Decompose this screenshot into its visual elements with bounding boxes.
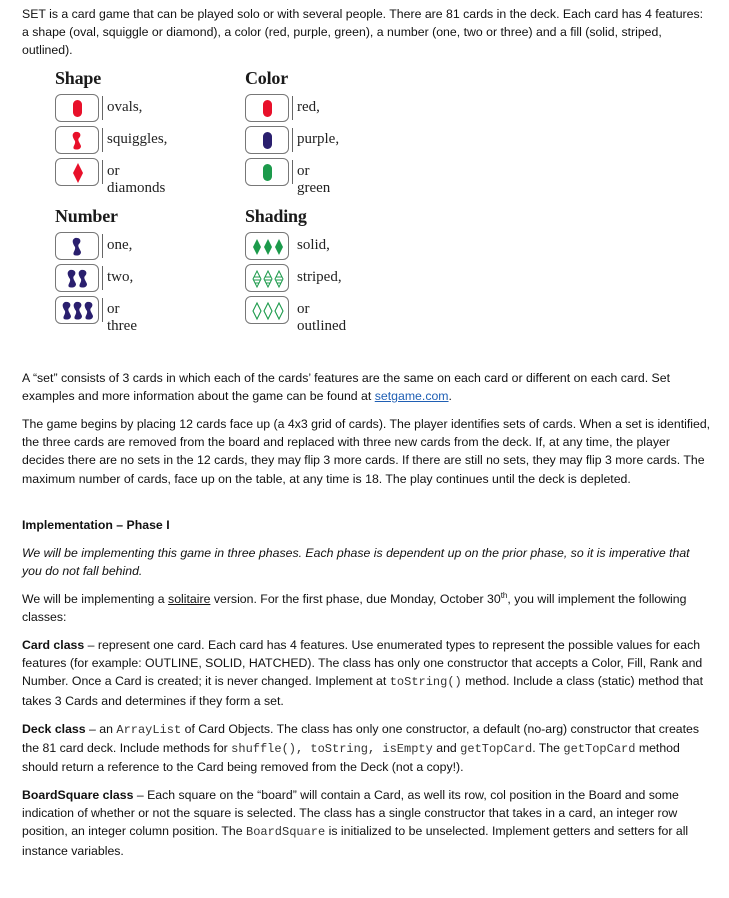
- features-legend-figure: [55, 68, 385, 334]
- legend-row-outlined: or outlined: [245, 296, 307, 328]
- two-squiggles-card-icon: [55, 264, 99, 292]
- intro-paragraph: SET is a card game that can be played solo or with several people. There are 81 cards in the deck. Each card has 4 features: a shape (oval, squiggle or diamond), a color (red, purple, green), a number (one, two or three) and a fill (solid, striped, outlined).: [22, 7, 704, 58]
- phases-note-paragraph: We will be implementing this game in three phases. Each phase is dependent up on the prior phase, so it is imperative that you do not fall behind.: [22, 546, 690, 579]
- boardsquare-class-title: BoardSquare class: [22, 788, 134, 802]
- legend-row-green: or green: [245, 158, 288, 190]
- three-squiggles-card-icon: [55, 296, 99, 324]
- legend-row-purple: purple,: [245, 126, 288, 158]
- diamond-red-card-icon: [55, 158, 99, 186]
- set-definition-paragraph: A “set” consists of 3 cards in which each of the cards’ features are the same on each card or different on each card. Set examples and more information about the game can be found at setgame.com.: [22, 371, 670, 404]
- oval-red-card-icon: [55, 94, 99, 122]
- outlined-diamonds-card-icon: [245, 296, 289, 324]
- deck-class-paragraph: Deck class – an ArrayList of Card Objects. The class has only one constructor, a default (no-arg) constructor that creates the 81 card deck. Include methods for shuffle(), toString, isEmpty and getTopCard. The getTopCard method should return a reference to the Card being removed from the Deck (not a copy!).: [22, 722, 700, 775]
- solitaire-paragraph: We will be implementing a solitaire version. For the first phase, due Monday, October 30th, you will implement the following classes:: [22, 590, 687, 625]
- legend-row-one: one,: [55, 232, 118, 264]
- legend-row-red: red,: [245, 94, 288, 126]
- legend-row-three: or three: [55, 296, 118, 328]
- deck-class-title: Deck class: [22, 722, 86, 736]
- shape-legend: [55, 68, 168, 196]
- gameplay-paragraph: The game begins by placing 12 cards face up (a 4x3 grid of cards). The player identifies sets of cards. When a set is identified, the three cards are removed from the board and replaced with three new cards from the deck. If, at any time, the player decides there are no sets in the 12 cards, they may flip 3 more cards. If there are still no sets, they may flip 3 more cards. The maximum number of cards, face up on the table, at any time is 18. The play continues until the deck is depleted.: [22, 417, 711, 486]
- oval-green-card-icon: [245, 158, 289, 186]
- setgame-link[interactable]: setgame.com: [374, 389, 449, 404]
- boardsquare-class-paragraph: BoardSquare class – Each square on the “board” will contain a Card, as well its row, col position in the Board and some indication of whether or not the square is selected. The class has a single constructor that takes in a card, an integer row position, an integer column position. The BoardSquare is initialized to be unselected. Implement getters and setters for all instance variables.: [22, 788, 689, 858]
- implementation-heading: Implementation – Phase I: [22, 518, 170, 532]
- card-class-title: Card class: [22, 638, 85, 652]
- number-legend: [55, 206, 137, 334]
- legend-row-solid: solid,: [245, 232, 307, 264]
- color-legend: [245, 68, 340, 196]
- one-squiggle-card-icon: [55, 232, 99, 260]
- shape-title: Shape: [55, 68, 102, 88]
- squiggle-red-card-icon: [55, 126, 99, 154]
- shading-legend: [245, 206, 347, 334]
- card-class-paragraph: Card class – represent one card. Each card has 4 features. Use enumerated types to represent the possible values for each features (for example: OUTLINE, SOLID, HATCHED). The class has only one constructor that accepts a Color, Fill, Rank and Number. Once a Card is created; it is never changed. Implement at toString() method. Include a class (static) method that takes 3 Cards and determines if they form a set.: [22, 638, 704, 708]
- legend-row-ovals: ovals,: [55, 94, 101, 126]
- solid-diamonds-card-icon: [245, 232, 289, 260]
- legend-row-striped: striped,: [245, 264, 307, 296]
- oval-purple-card-icon: [245, 126, 289, 154]
- legend-row-two: two,: [55, 264, 118, 296]
- legend-row-squiggles: squiggles,: [55, 126, 101, 158]
- shading-title: Shading: [245, 206, 307, 226]
- oval-red-card-icon: [245, 94, 289, 122]
- striped-diamonds-card-icon: [245, 264, 289, 292]
- color-title: Color: [245, 68, 288, 88]
- legend-row-diamonds: or diamonds: [55, 158, 101, 190]
- number-title: Number: [55, 206, 118, 226]
